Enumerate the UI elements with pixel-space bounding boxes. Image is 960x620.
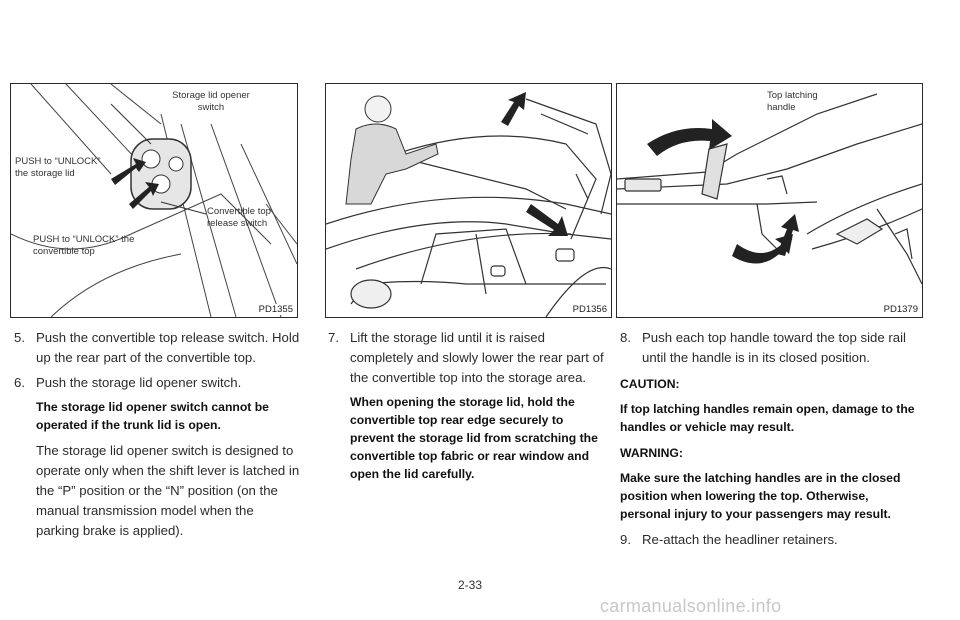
page-number: 2-33 (458, 578, 483, 592)
figure-switch-panel (10, 83, 298, 318)
step-5 (14, 328, 300, 368)
step-number: 9. (620, 532, 631, 547)
step-text: Push the convertible top release switch. Hold up the rear part of the convertible top. (36, 330, 300, 365)
figure-storage-lid (325, 83, 612, 318)
step-6-note: The storage lid opener switch cannot be operated if the trunk lid is open. (36, 400, 269, 432)
text-column-3 (620, 328, 920, 555)
watermark: carmanualsonline.info (600, 596, 782, 616)
label-top-latching-handle: Top latching handle (767, 90, 818, 113)
step-7-note: When opening the storage lid, hold the convertible top rear edge securely to prevent the storage lid from scratching the convertible top fabric or rear window and open the lid carefully. (350, 395, 598, 481)
latching-handle-illustration (617, 84, 922, 317)
text-column-1 (14, 328, 300, 545)
storage-lid-illustration (326, 84, 611, 317)
step-number: 6. (14, 375, 25, 390)
step-number: 8. (620, 330, 631, 345)
caution-heading: CAUTION: (620, 377, 680, 391)
step-text: Push each top handle toward the top side rail until the handle is in its closed position. (642, 330, 906, 365)
step-7 (328, 328, 610, 388)
step-text: Re-attach the headliner retainers. (642, 532, 838, 547)
figure-code: PD1379 (883, 304, 918, 315)
step-number: 5. (14, 330, 25, 345)
label-storage-opener: Storage lid opener switch (172, 90, 250, 113)
step-6-paragraph: The storage lid opener switch is designed to operate only when the shift lever is latched in the “P” position or the “N” position (on the manual transmission model when the parking brake is applied). (36, 443, 300, 538)
step-number: 7. (328, 330, 339, 345)
label-push-unlock-top: PUSH to “UNLOCK” the convertible top (33, 234, 135, 257)
step-text: Lift the storage lid until it is raised completely and slowly lower the rear part of the convertible top into the storage area. (350, 330, 604, 385)
arrow-up-icon (501, 92, 526, 126)
figure-latching-handle (616, 83, 923, 318)
warning-heading: WARNING: (620, 446, 683, 460)
label-release-switch: Convertible top release switch (207, 206, 271, 229)
text-column-2 (328, 328, 610, 490)
figure-code: PD1355 (258, 304, 293, 315)
warning-text: Make sure the latching handles are in the closed position when lowering the top. Otherwise, personal injury to your passengers may result. (620, 471, 901, 521)
step-8 (620, 328, 920, 368)
caution-text: If top latching handles remain open, damage to the handles or vehicle may result. (620, 402, 915, 434)
label-push-unlock-lid: PUSH to “UNLOCK” the storage lid (15, 156, 101, 179)
step-text: Push the storage lid opener switch. (36, 375, 242, 390)
switch-panel-illustration (11, 84, 297, 317)
step-6 (14, 373, 300, 393)
person-figure (346, 96, 438, 204)
step-9 (620, 530, 920, 550)
figure-code: PD1356 (572, 304, 607, 315)
